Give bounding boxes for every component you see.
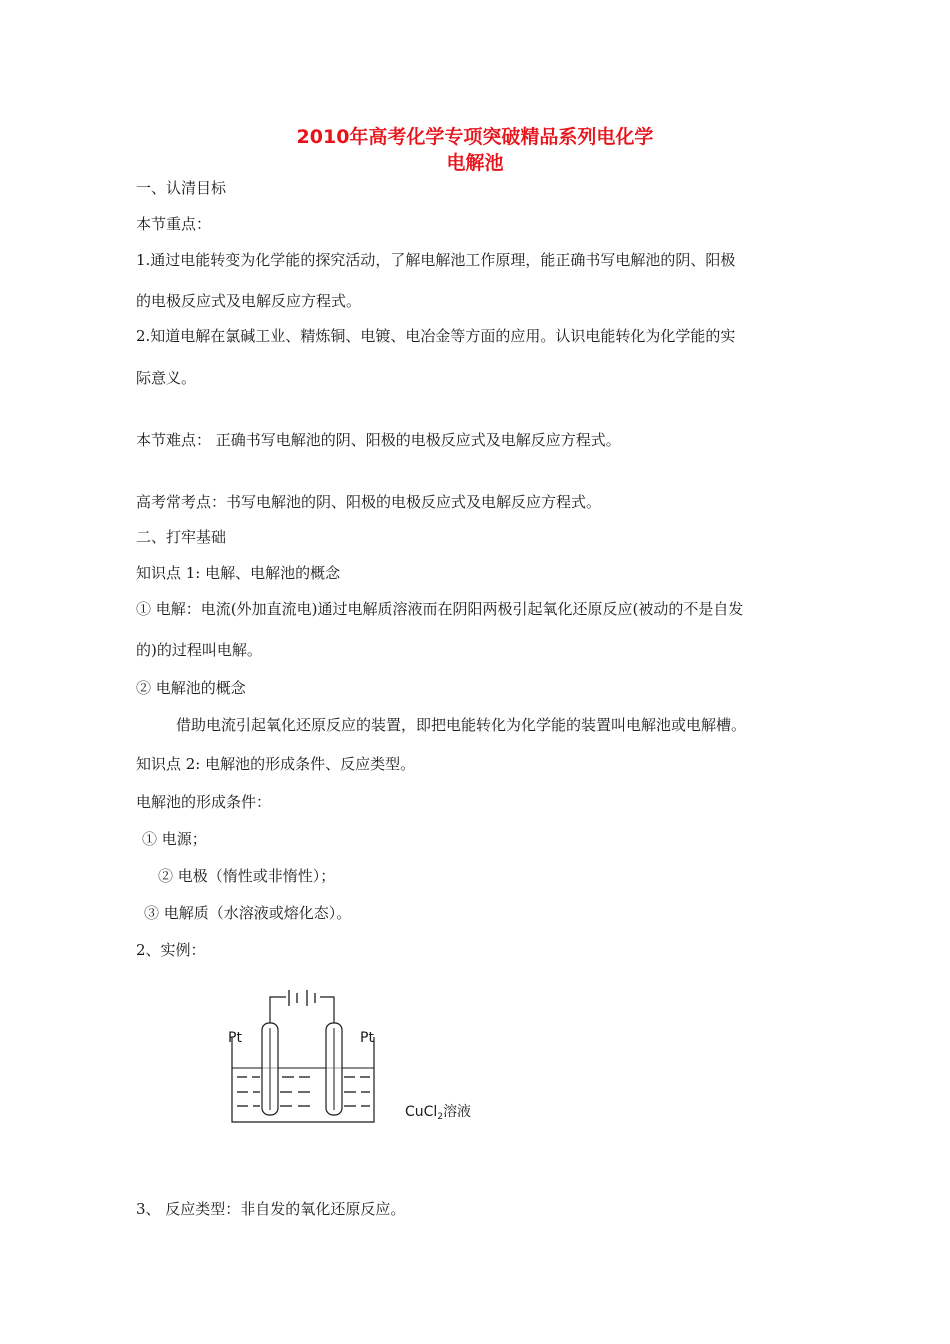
knowledge-point-2: 知识点 2: 电解池的形成条件、反应类型。 xyxy=(136,755,416,773)
reaction-type: 3、 反应类型：非自发的氧化还原反应。 xyxy=(136,1200,406,1218)
solution-label: CuCl$_2$溶液 xyxy=(405,1104,472,1122)
document-subtitle: 电解池 xyxy=(446,152,504,174)
key-point-1: 1.通过电能转变为化学能的探究活动，了解电解池工作原理，能正确书写电解池的阴、阳极 xyxy=(136,251,736,269)
electrolysis-cell-diagram xyxy=(220,980,520,1140)
condition-power: ① 电源； xyxy=(142,830,207,848)
exam-point: 高考常考点：书写电解池的阴、阳极的电极反应式及电解反应方程式。 xyxy=(136,493,602,511)
example-label: 2、实例： xyxy=(136,941,206,959)
condition-electrolyte: ③ 电解质（水溶液或熔化态）。 xyxy=(144,904,352,922)
electrolytic-cell-definition: 借助电流引起氧化还原反应的装置，即把电能转化为化学能的装置叫电解池或电解槽。 xyxy=(176,716,747,734)
key-point-1-cont: 的电极反应式及电解反应方程式。 xyxy=(136,292,362,310)
section-heading-goals: 一、认清目标 xyxy=(136,179,227,197)
left-electrode-label: Pt xyxy=(228,1030,242,1046)
electrolysis-definition: ① 电解：电流(外加直流电)通过电解质溶液而在阴阳两极引起氧化还原反应(被动的不是自发 xyxy=(136,600,744,618)
electrolysis-definition-cont: 的)的过程叫电解。 xyxy=(136,641,262,659)
condition-electrode: ② 电极（惰性或非惰性）； xyxy=(158,867,336,885)
document-title: 2010年高考化学专项突破精品系列电化学 xyxy=(296,126,654,148)
knowledge-point-1: 知识点 1: 电解、电解池的概念 xyxy=(136,564,341,582)
key-point-2-cont: 际意义。 xyxy=(136,369,197,387)
difficult-point: 本节难点： 正确书写电解池的阴、阳极的电极反应式及电解反应方程式。 xyxy=(136,431,621,449)
section-heading-basics: 二、打牢基础 xyxy=(136,528,227,546)
right-electrode-label: Pt xyxy=(360,1030,374,1046)
key-points-label: 本节重点： xyxy=(136,215,212,233)
electrolytic-cell-concept: ② 电解池的概念 xyxy=(136,679,246,697)
key-point-2: 2.知道电解在氯碱工业、精炼铜、电镀、电冶金等方面的应用。认识电能转化为化学能的实 xyxy=(136,327,736,345)
formation-conditions-label: 电解池的形成条件： xyxy=(136,793,272,811)
